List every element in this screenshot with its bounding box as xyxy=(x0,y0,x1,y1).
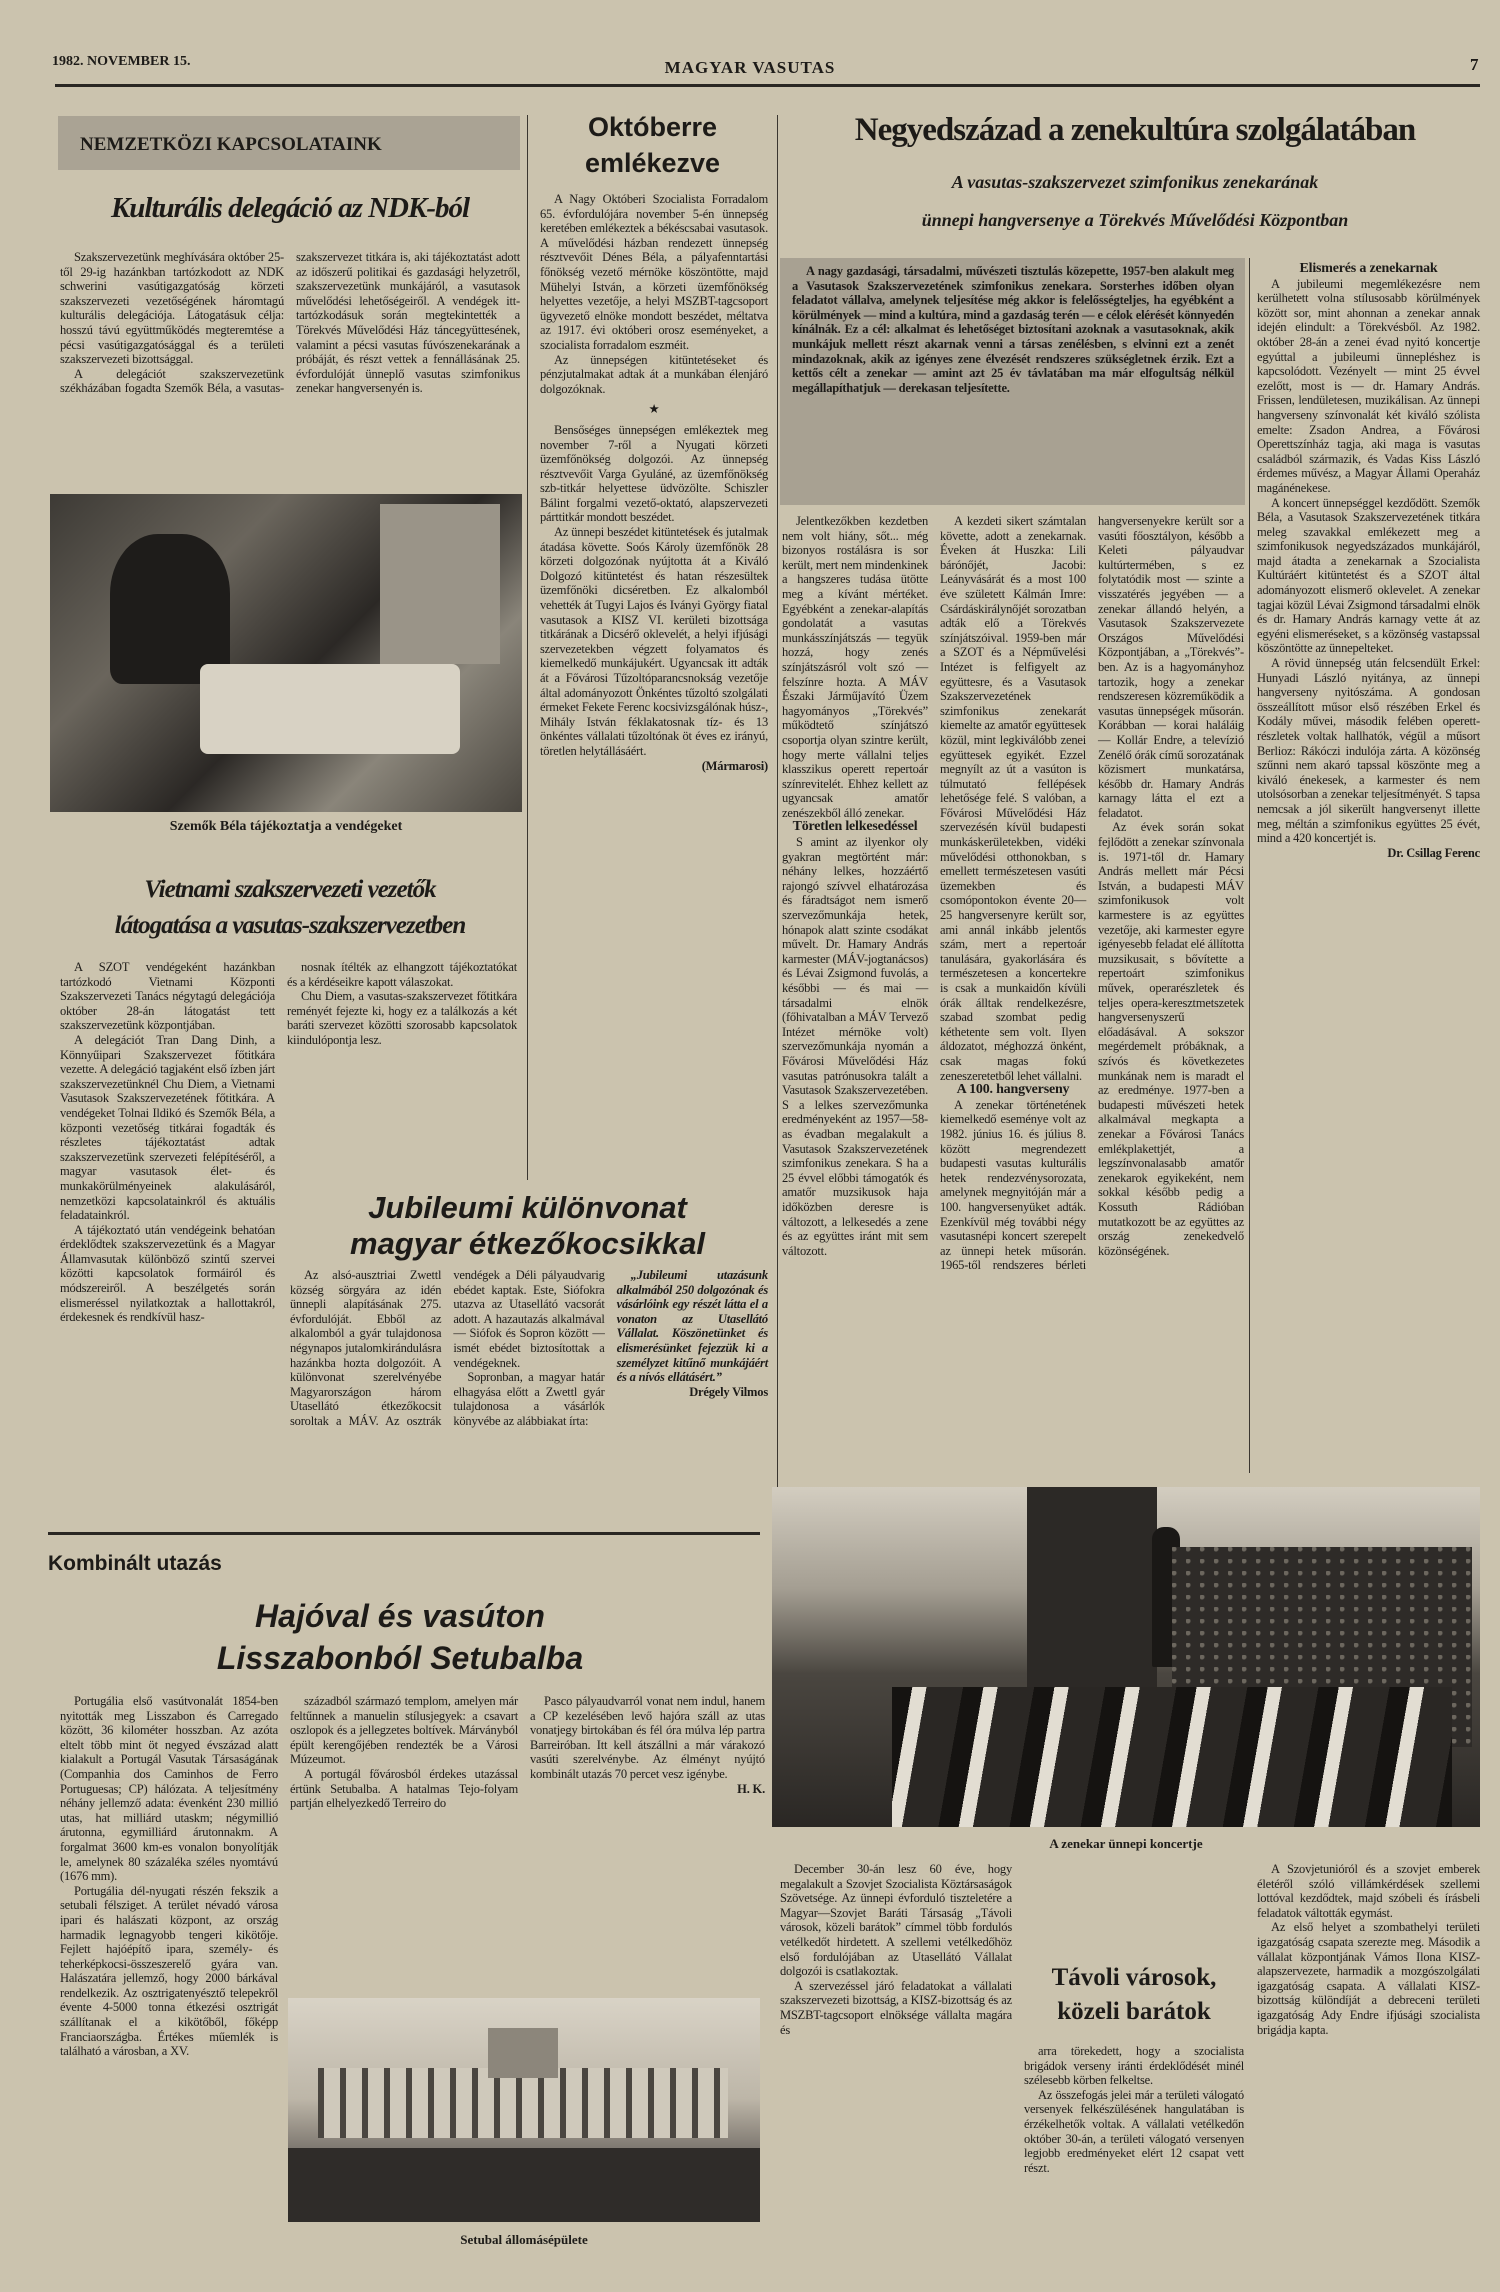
paragraph: Pasco pályaudvarról vonat nem indul, hanem a CP kezelésében levő hajóra száll az utas vonatjegy birtokában és fél óra múlva lép partra Barreiróban. Itt kell átszállni a már várakozó vasúti szerelvénybe. Az élményt nyújtó kombinált utazás 70 percet vesz igénybe. xyxy=(530,1694,765,1781)
subhead-toretlen: Töretlen lelkesedéssel xyxy=(792,819,918,835)
article-kulturalis-body xyxy=(60,250,520,486)
paragraph: Jelentkezőkben kezdetben nem volt hiány, sőt... még bizonyos rostálásra is sor került, mert nem mindenkinek a hangszeres tudása ütötte meg a kívánt mértéket. Egyébként a zenekar-alapítás gondolatát a vasutas munkásszínjátszás — tegyük hozzá, hogy zenés színjátszásról volt szó — felszínre hozta. A MÁV Északi Járműjavító Üzem hagyományos „Törekvés” működtető színjátszó csoportja olyan szintre került, hogy merte vállalni teljes klasszikus operett repertoár színrevitelét. Ehhez kellett az ugyancsak amatőr zenészekből álló zenekar. xyxy=(782,514,928,820)
header-rule xyxy=(55,84,1480,87)
star-separator: ★ xyxy=(648,402,660,417)
paragraph: Portugália dél-nyugati részén fekszik a setubali félsziget. A terület névadó városa ipari és halászati központ, az ország harmadik legnagyobb tengeri kikötője. Fejlett hajóépítő ipara, személy- és teherképkocsi-összeszerelő gyára van. Halászatára jellemző, hogy 2000 bárkával rendelkezik. Az osztrigatenyésztő telepekről évente 4-5000 tonna étkezési osztrigát szállítanak el a kikötőből, főképp Franciaországba. Értékes műemlék is található a városban, a XV. xyxy=(60,1883,278,2059)
subtitle-negyedszazad-1: A vasutas-szakszervezet szimfonikus zenekarának xyxy=(951,172,1319,192)
column-divider xyxy=(1249,258,1250,1473)
paragraph: Az alsó-ausztriai Zwettl község sörgyára az idén ünnepli alapításának 275. évfordulóját. Ebből az alkalomból a gyár tulajdonosa négynapos jutalomkirándulásra hazánkba hozta dolgozóit. A különvonat szerelvényébe Magyarországon három Utasellátó étkezőkocsit soroltak a MÁV. Az osztrák vendégek a Déli pályaudvarig ebédet kaptak. Este, Siófokra utazva az Utasellátó vacsorát adott. A hazautazás alkalmával — Siófok és Sopron között — ismét ebédet biztosítottak a vendégeknek. xyxy=(290,1268,605,1428)
paragraph: Szakszervezetünk meghívására október 25-től 29-ig hazánkban tartózkodott az NDK schwerini vasútigazgatóság körzeti szakszervezeti vezetőségének háromtagú kulturális delegációja. Látogatásuk célja: hosszú távú együttműködés megteremtése a pécsi vasútigazgatósággal és a területi szakszervezeti bizottsággal. xyxy=(60,250,284,367)
article-oktober-body xyxy=(540,192,768,773)
paragraph: A jubileumi megemlékezésre nem kerülhetett volna stílusosabb körülmények között sor, mint ahonnan a zenekar annak idején elindult: a Törekvésből. Az 1982. október 28-án a zenei évad nyitó koncertje egyúttal a jubileumi ünnepléshez is kapcsolódott. Vezényelt — mint 25 évvel ezelőtt, most is — dr. Hamary András. Frissen, lendületesen, muzikálisan. Az ünnepi hangverseny színvonalát két kiváló szólista emelte: Zsadon Andrea, a Fővárosi Operettszínház tagja, aki maga is vasutas családból származik, és Vadas Kiss László érdemes művész, a Magyar Állami Operaház magánénekese. xyxy=(1257,276,1480,495)
paragraph: A portugál fővárosból érdekes utazással értünk Setubalba. A hatalmas Tejo-folyam partján elhelyezkedő Terreiro do xyxy=(290,1766,518,1811)
article-negyedszazad-right xyxy=(1257,262,1480,860)
issue-date: 1982. NOVEMBER 15. xyxy=(52,54,191,69)
section-rule xyxy=(48,1532,760,1535)
article-tavoli-col2 xyxy=(1024,2044,1244,2175)
article-vietnami-col2 xyxy=(287,960,517,1048)
paragraph: A delegációt szakszervezetünk székházában fogadta Szemők Béla, a vasutas-szakszervezet titkára is, aki tájékoztatást adott az időszerű politikai és gazdasági helyzetről, szakszervezetünk munkájáról, a vasutasok művelődési lehetőségeiről. A vendégek itt-tartózkodásuk során megtekintették a Törekvés Művelődési Ház táncegyüttesének, valamint a pécsi vasutas fúvószenekarának a próbáját, és részt vettek a fennállásának 25. évfordulóját ünneplő vasutas szimfonikus zenekar hangversenyén is. xyxy=(60,250,520,396)
column-divider xyxy=(777,115,778,1530)
paragraph: Az ünnepi beszédet kitüntetések és jutalmak átadása követte. Soós Károly üzemfőnök 28 körzeti dolgozónak nyújtotta át a Kiváló Dolgozó kitüntetést és hatan részesültek üzemfőnöki dicséretben. Ez alkalomból vehették át Tugyi Lajos és Iványi György fiatal vasutasok a KISZ VI. kerületi bizottsága titkárának a Dicsérő oklevelét, a helyi ifjúsági szervezetekben végzett folyamatos és kiemelkedő munkájukért. Ugyancsak itt adták át a Fővárosi Tűzoltóparancsnokság vezetője által adományozott Önkéntes tűzoltó szolgálati érmeket Fekete Ferenc kocsivizsgálónak húsz-, Mihály István féklakatosnak tíz- és 13 önkéntes vállalati tűzoltónak öt éves ez irányú, töretlen helytállásáért. xyxy=(540,525,768,758)
photo-delegation-meeting xyxy=(50,494,522,812)
article-tavoli-col3 xyxy=(1257,1862,1480,2037)
headline-jubileumi-2: magyar étkezőkocsikkal xyxy=(350,1226,705,1261)
paragraph: A nagy gazdasági, társadalmi, művészeti tisztulás közepette, 1957-ben alakult meg a Vasutasok Szakszervezetének szimfonikus zenekara. Sorsterhes időben olyan feladatot vállalva, amelynek teljesítése még akkor is felelősségteljes, ha egyébként a körülmények — mind a kultúra, mind a gazdaság terén — e célok elérését könnyedén kínálnák. Ez a cél: alkalmat és lehetőséget biztosítani azoknak a vasutasoknak, akik munkájuk mellett részt akarnak venni a társas zenélésben, s elvinni ezt a zenét mindazoknak, akik az igényes zene élvezését rendszeres szükségletnek érzik. Ezt a kettős célt a zenekar — amint azt 25 év távlatában ma már elfogultság nélkül megállapíthatjuk — derekasan teljesítette. xyxy=(792,264,1234,395)
paragraph: A SZOT vendégeként hazánkban tartózkodó Vietnami Központi Szakszervezeti Tanács négytagú delegációja október 28-án látogatást tett szakszervezetünk központjában. xyxy=(60,960,275,1033)
headline-tavoli-2: közeli barátok xyxy=(1057,1998,1211,2025)
headline-negyedszazad: Negyedszázad a zenekultúra szolgálatában xyxy=(854,112,1416,148)
paragraph: Chu Diem, a vasutas-szakszervezet főtitkára reményét fejezte ki, hogy ez a találkozás a két baráti szervezet közötti szorosabb kapcsolatok kiindulópontja lesz. xyxy=(287,989,517,1047)
paragraph: A Nagy Októberi Szocialista Forradalom 65. évfordulójára november 5-én ünnepség keretében emlékeztek a békéscsabai vasutasok. A művelődési házban rendezett ünnepség résztvevőit Dénes Béla, a pályafenntartási főnökség vezető mérnöke köszöntötte, majd Mühelyi István, a körzeti üzemfőnökség helyettes vezetője, a helyi MSZBT-tagcsoport ügyvezető elnöke mondott beszédet, méltatva az 1917. évi októberi orosz eseményeket, a szocialista forradalom eszméit. xyxy=(540,192,768,352)
paragraph: Az összefogás jelei már a területi válogató versenyek felkészülésének hangulatában is érzékelhetők voltak. A vállalati vetélkedőn október 30-án, a területi válogató versenyen legjobb eredményeket elért 12 csapat vett részt. xyxy=(1024,2087,1244,2175)
author-signature: Dr. Csillag Ferenc xyxy=(1387,845,1480,860)
paragraph: A tájékoztató után vendégeink behatóan érdeklődtek szakszervezetünk és a Magyar Államvasutak különböző szintű szervei közötti kapcsolatok formáiról és módszereiről. A beszélgetés során elismeréssel nyilatkoztak a hallottakról, érdekesnek és rendkívül hasz- xyxy=(60,1222,275,1325)
headline-hajoval-2: Lisszabonból Setubalba xyxy=(216,1640,584,1676)
paragraph: Sopronban, a magyar határ elhagyása előtt a Zwettl gyár tulajdonosa a vásárlók könyvébe az alábbiakat írta: xyxy=(453,1370,605,1428)
subhead-100-hangverseny: A 100. hangverseny xyxy=(956,1082,1070,1098)
subtitle-negyedszazad-2: ünnepi hangversenye a Törekvés Művelődési Központban xyxy=(921,210,1349,230)
article-tavoli-col1 xyxy=(780,1862,1012,2037)
headline-oktober-2: emlékezve xyxy=(584,148,721,178)
paragraph: Az évek során sokat fejlődött a zenekar színvonala is. 1971-től dr. Hamary András mellett már Pécsi István, a budapesti MÁV szimfonikusok volt karmestere is az együttes vezetője, aki karmester egyre igényesebb feladat elé állította muzsikusait, s bővítette a repertoárt szimfonikus művek, operarészletek és teljes opera-keresztmetszetek hangversenyszerű előadásával. A sokszor megérdemelt próbáknak, a szívós és következetes munkának nem is maradt el az eredménye. 1977-ben a budapesti művészeti hetek alkalmával megkapta a zenekar a Fővárosi Tanács emlékplakettjét, a legszínvonalasabb amatőr zenekarok egyikeként, nem sokkal később pedig a Kossuth Rádióban mutatkozott be az együttes az ország zenekedvelő közönségének. xyxy=(1098,820,1244,1258)
paragraph: A koncert ünnepséggel kezdődött. Szemők Béla, a Vasutasok Szakszervezetének titkára meleg szavakkal emlékezett meg a szimfonikusok negyedszázados munkájáról, majd átadta a zenekarnak a Szocialista Kultúráért kitüntetést és a SZOT által adományozott elismerő oklevelet. A zenekar tagjai közül Lévai Zsigmond társadalmi elnök és dr. Hamary András karnagy vette át az egyéni elismeréseket, s a közönség vastapssal köszöntötte az ünnepelteket. xyxy=(1257,495,1480,656)
headline-jubileumi-1: Jubileumi különvonat xyxy=(368,1190,687,1225)
photo-caption-setubal: Setubal állomásépülete xyxy=(460,2232,588,2247)
photo-caption-concert: A zenekar ünnepi koncertje xyxy=(1049,1836,1203,1851)
author-signature: H. K. xyxy=(737,1781,765,1796)
newspaper-title: MAGYAR VASUTAS xyxy=(664,58,836,77)
paragraph: Bensőséges ünnepségen emlékeztek meg november 7-ről a Nyugati körzeti üzemfőnökség dolgozói. Az ünnepség résztvevőit Varga Gyuláné, az üzemfőnökség szb-titkár helyettese üdvözölte. Schiszler Bálint forgalmi vezető-oktató, alapszervezeti párttitkár mondott beszédet. xyxy=(540,422,768,525)
section-label: NEMZETKÖZI KAPCSOLATAINK xyxy=(80,134,382,155)
headline-vietnami-1: Vietnami szakszervezeti vezetők xyxy=(144,876,436,903)
paragraph: A Szovjetunióról és a szovjet emberek életéről szóló villámkérdések szellemi lottóval kezdődtek, majd szóbeli és írásbeli feladatok váltották egymást. xyxy=(1257,1862,1480,1920)
article-hajoval-col1 xyxy=(60,1694,278,2059)
paragraph: Az első helyet a szombathelyi területi igazgatóság csapata szerezte meg. Második a vállalat központjának Vámos Ilona KISZ-alapszervezete, harmadik a mozgószolgálati igazgatóság csapata. A vállalati KISZ-bizottság különdíját a debreceni területi igazgatóság Ady Endre ifjúsági szocialista brigádja kapta. xyxy=(1257,1920,1480,2037)
page-number: 7 xyxy=(1470,55,1479,74)
photo-caption-kulturalis: Szemők Béla tájékoztatja a vendégeket xyxy=(169,819,403,834)
lead-text xyxy=(792,264,1234,395)
headline-kulturalis: Kulturális delegáció az NDK-ból xyxy=(110,192,470,224)
article-jubileumi-body xyxy=(290,1268,768,1526)
photo-setubal-station xyxy=(288,1998,760,2222)
paragraph: December 30-án lesz 60 éve, hogy megalakult a Szovjet Szocialista Köztársaságok Szövetsége. Az ünnepi évforduló tiszteletére a Magyar—Szovjet Baráti Társaság „Távoli városok, közeli barátok” címmel több fordulós vetélkedőt hirdetett. A szellemi vetélkedőhöz első fordulójában az Utasellátó Vállalat dolgozói is csatlakoztak. xyxy=(780,1862,1012,1979)
author-signature: Drégely Vilmos xyxy=(689,1384,768,1399)
subhead-elismeres: Elismerés a zenekarnak xyxy=(1299,261,1438,276)
headline-vietnami-2: látogatása a vasutas-szakszervezetben xyxy=(114,912,466,939)
headline-tavoli-1: Távoli városok, xyxy=(1051,1964,1217,1991)
paragraph: Az ünnepségen kitüntetéseket és pénzjutalmakat adtak át a munkában élenjáró dolgozóknak. xyxy=(540,352,768,396)
article-vietnami-col1 xyxy=(60,960,275,1325)
article-negyedszazad-body xyxy=(782,514,1244,1472)
article-hajoval-col2 xyxy=(290,1694,518,1811)
paragraph: A delegációt Tran Dang Dinh, a Könnyűipari Szakszervezet főtitkára vezette. A delegáció tagjaként első ízben járt szakszervezetünknél Chu Diem, a Vietnami Vasutasok Szakszervezetének főtitkára. A vendégeket Tolnai Ildikó és Szemők Béla, a központi vezetőség titkárai fogadták és részletes tájékoztatást adtak szakszervezetünk szervezeti felépítéséről, a magyar vasutasok élet- és munkakörülményeinek alakulásáról, nemzetközi kapcsolatainkról és aktuális feladatainkról. xyxy=(60,1032,275,1223)
paragraph: arra törekedett, hogy a szocialista brigádok verseny iránti érdeklődését minél szélesebb körben felkeltse. xyxy=(1024,2044,1244,2088)
paragraph: A szervezéssel járó feladatokat a vállalati szakszervezeti bizottság, a KISZ-bizottság és az MSZBT-tagcsoport elnöksége vállalta magára és xyxy=(780,1978,1012,2037)
paragraph: „Jubileumi utazásunk alkalmából 250 dolgozónak és vásárlóink egy részét látta el a vonaton az Utasellátó Vállalat. Köszönetünket és elismerésünket fejezzük ki a személyzet kitűnő munkájáért és a nívós ellátásért.” xyxy=(616,1268,768,1385)
headline-hajoval-1: Hajóval és vasúton xyxy=(255,1598,545,1634)
paragraph: nosnak ítélték az elhangzott tájékoztatókat és a kérdéseikre kapott válaszokat. xyxy=(287,960,517,989)
paragraph: A zenekar történetének kiemelkedő eseménye volt az 1982. június 16. és július 8. között megrendezett budapesti vasutas kulturális hetek rendezvénysorozata, amelynek megnyitóján már a 100. hangversenyüket adták. Ezenkívül még további négy vasutasnépi koncert szerepelt az ünnepi hetek műsorán. 1965-től rendszeres bérleti hangversenyekre került sor a vasúti főosztályon, később a Keleti pályaudvar kultúrtermében, s ez folytatódik most — szinte a visszatérés jegyében — a zenekar állandó helyén, a Vasutasok Szakszervezete Országos Művelődési Központjában, a „Törekvés”-ben. Az is a hagyományhoz tartozik, hogy a zenekar rendszeresen közreműködik a vasutas ünnepségek műsorán. Korábban — korai haláláig — Kollár Endre, a televízió Zenélő órák című sorozatának közismert munkatársa, később dr. Hamary András karnagy látta el ezt a feladatot. xyxy=(940,514,1244,1273)
headline-oktober-1: Októberre xyxy=(587,112,718,142)
paragraph: századból származó templom, amelyen már feltűnnek a manuelin stílusjegyek: a csavart oszlopok és a jellegzetes boltívek. Márványból épült kerengőjében rendezték be a Városi Múzeumot. xyxy=(290,1694,518,1767)
author-signature: (Mármarosi) xyxy=(701,758,768,773)
photo-orchestra-concert xyxy=(772,1487,1480,1827)
paragraph: A rövid ünnepség után felcsendült Erkel: Hunyadi László nyitánya, az ünnepi hangverseny nyitószáma. A gondosan összeállított műsor első részében Erkel és Kodály művei, második felében operett-részletek voltak hallhatók, végül a műsort Berlioz: Rákóczi indulója zárta. A közönség szűnni nem akaró tapssal köszönte meg a kiváló énekesek, a karmester és nem utolsósorban a zenekar teljesítményét. S tapsa nemcsak a jól sikerült hangversenyt illette meg, méltán a szimfonikus együttes 25 évét, mind a 420 koncertjét is. xyxy=(1257,656,1480,846)
paragraph: Portugália első vasútvonalát 1854-ben nyitották meg Lisszabon és Carregado között, 36 kilométer hosszban. Az azóta eltelt több mint öt negyed évszázad alatt kialakult a Portugál Vasutak Társaságának (Companhia dos Caminhos de Ferro Portuguesas; CP) hálózata. A teljesítmény néhány jellemző adata: évenként 230 millió utas, hat milliárd utaskm; négymillió árutonna, egymilliárd árutonnakm. A forgalmat 3600 km-es vonalon bonyolítják le, amelynek 80 százaléka széles nyomtávú (1676 mm). xyxy=(60,1694,278,1884)
article-hajoval-col3 xyxy=(530,1694,765,1796)
kicker-kombinalt: Kombinált utazás xyxy=(48,1552,222,1575)
paragraph: S amint az ilyenkor oly gyakran megtörtént már: néhány lelkes, hozzáértő rajongó szívvel elhatározása és fáradtságot nem ismerő szervezőmunkája hetek, hónapok alatt szinte csodákat művelt. Dr. Hamary András karmester (MÁV-jogtanácsos) és Lévai Zsigmond fuvolás, a későbbi — és mai — társadalmi elnök (főhivatalban a MÁV Tervező Intézet mérnöke volt) szervezőmunkája nyomán a Fővárosi Művelődési Ház vasutas patrónusokra talált a Vasutasok Szakszervezetében. S a lelkes szervezőmunka eredményeként az 1957—58-as évadban megalakult a Vasutasok Szakszervezetének szimfonikus zenekara. S ha a 25 évvel előbbi támogatók és amatőr muzsikusok haja időközben deresre is változott, a lelkesedés a zene és az együttes iránt mit sem változott. xyxy=(782,835,928,1258)
column-divider xyxy=(527,115,528,1180)
paragraph: A kezdeti sikert számtalan követte, adott a zenekarnak. Éveken át Huszka: Lili bárónőjét, Jacobi: Leányvásárát és a most 100 éve született Kálmán Imre: Csárdáskirálynőjét sorozatban adták elő a Törekvés színjátszóival. 1959-ben már a SZOT és a Népművelési Intézet is felfigyelt az együttesre, és a Vasutasok Szakszervezetének szimfonikus zenekarát kiemelte az amatőr együttesek közül, mint legkiválóbb zenei együttesek egyikét. Ezzel megnyílt az út a vasúton is túlmutató fellépések lehetősége felé. S valóban, a Fővárosi Művelődési Ház szervezésén kívül budapesti munkáskerületekben, vidéki művelődési otthonokban, s emellett természetesen vasúti üzemekben és csomópontokon évente 20—25 hangversenyre került sor, ami annál inkább jelentős szám, mert a repertoár tanulására, gyakorlására és természetesen a koncertekre is csak a munkaidőn kívüli órák álltak rendelkezésre, szabad szombat pedig kéthetente sem volt. Ilyen áldozatot, méghozzá önként, csak magas fokú zeneszeretetből lehet vállalni. xyxy=(940,514,1086,1083)
